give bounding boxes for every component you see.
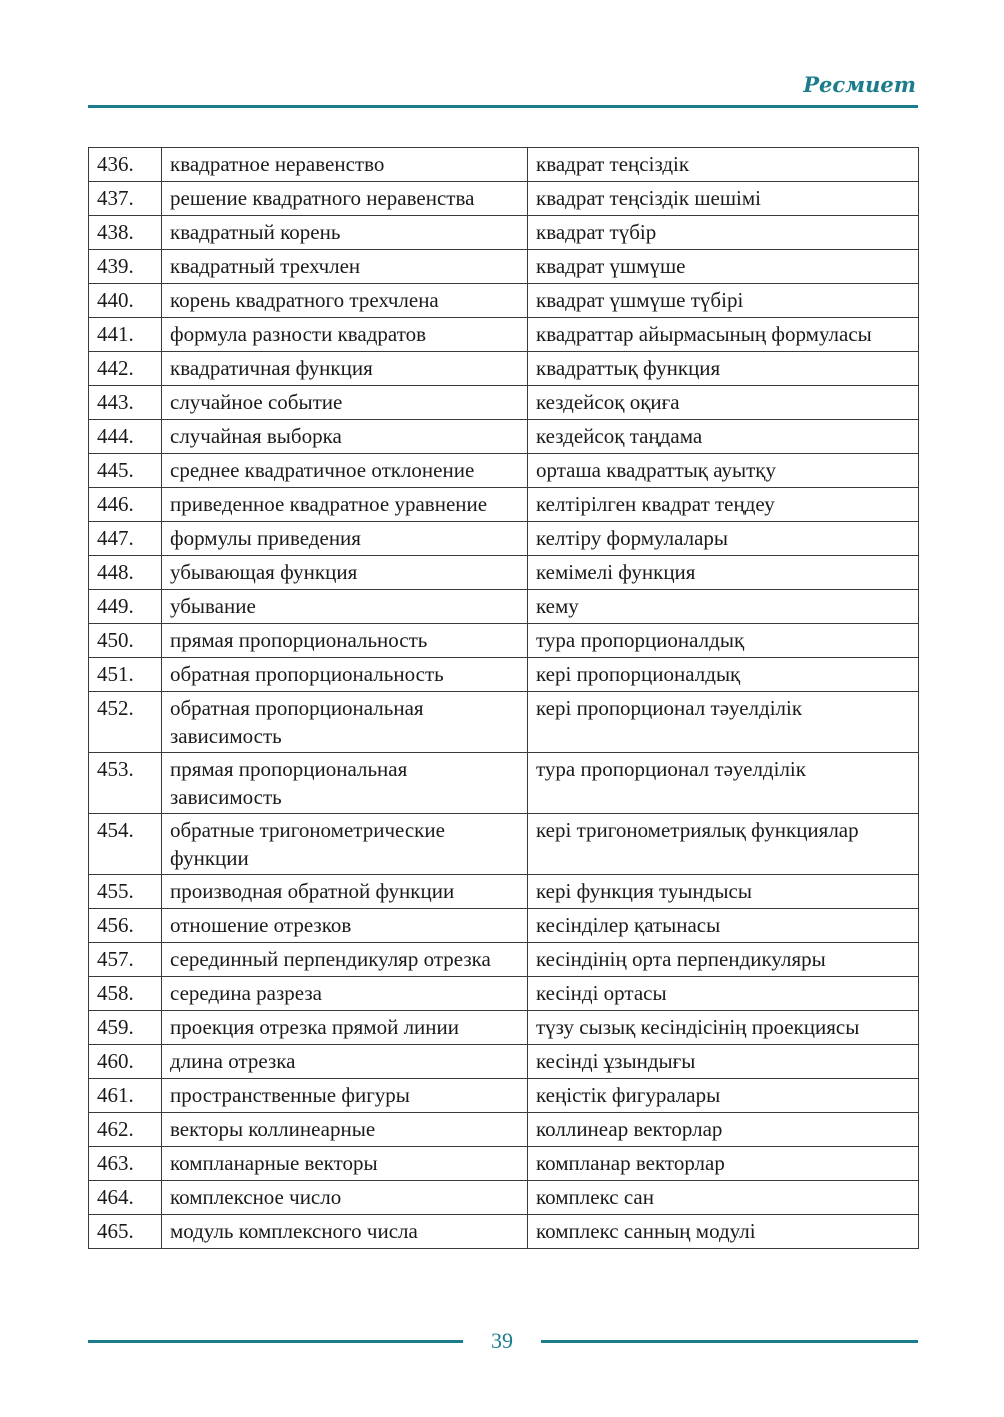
term-kazakh: квадраттар айырмасының формуласы [528, 318, 919, 352]
term-russian: производная обратной функции [162, 875, 528, 909]
table-row [89, 909, 919, 943]
table-row [89, 1215, 919, 1249]
term-kazakh: коллинеар векторлар [528, 1113, 919, 1147]
term-kazakh: кему [528, 590, 919, 624]
term-number: 448. [89, 556, 162, 590]
table-row [89, 590, 919, 624]
term-russian: формула разности квадратов [162, 318, 528, 352]
term-russian: середина разреза [162, 977, 528, 1011]
term-russian: квадратное неравенство [162, 148, 528, 182]
term-number: 457. [89, 943, 162, 977]
term-number: 450. [89, 624, 162, 658]
table-row [89, 658, 919, 692]
term-kazakh: тура пропорционал тәуелділік [528, 753, 919, 814]
term-russian: обратные тригонометрические функции [162, 814, 528, 875]
term-russian: отношение отрезков [162, 909, 528, 943]
table-row [89, 1181, 919, 1215]
term-number: 463. [89, 1147, 162, 1181]
section-title: Ресмиет [803, 72, 916, 97]
glossary-body [89, 148, 919, 1249]
table-row [89, 284, 919, 318]
term-russian: убывающая функция [162, 556, 528, 590]
table-row [89, 692, 919, 753]
term-kazakh: тура пропорционалдық [528, 624, 919, 658]
table-row [89, 1045, 919, 1079]
page-number: 39 [491, 1328, 513, 1353]
table-row [89, 182, 919, 216]
term-russian: убывание [162, 590, 528, 624]
term-kazakh: кері пропорционалдық [528, 658, 919, 692]
term-number: 441. [89, 318, 162, 352]
term-kazakh: кесінділер қатынасы [528, 909, 919, 943]
term-kazakh: кеңістік фигуралары [528, 1079, 919, 1113]
term-russian: квадратный корень [162, 216, 528, 250]
term-kazakh: кесінді ұзындығы [528, 1045, 919, 1079]
term-russian: модуль комплексного числа [162, 1215, 528, 1249]
term-kazakh: квадраттық функция [528, 352, 919, 386]
table-row [89, 624, 919, 658]
term-kazakh: кері пропорционал тәуелділік [528, 692, 919, 753]
term-kazakh: квадрат теңсіздік шешімі [528, 182, 919, 216]
table-row [89, 753, 919, 814]
table-row [89, 1113, 919, 1147]
term-russian: прямая пропорциональность [162, 624, 528, 658]
term-russian: пространственные фигуры [162, 1079, 528, 1113]
term-number: 459. [89, 1011, 162, 1045]
term-number: 442. [89, 352, 162, 386]
table-row [89, 216, 919, 250]
table-row [89, 250, 919, 284]
term-kazakh: кездейсоқ оқиға [528, 386, 919, 420]
term-russian: проекция отрезка прямой линии [162, 1011, 528, 1045]
term-number: 460. [89, 1045, 162, 1079]
term-kazakh: кері тригонометриялық функциялар [528, 814, 919, 875]
table-row [89, 977, 919, 1011]
term-kazakh: кездейсоқ таңдама [528, 420, 919, 454]
table-row [89, 556, 919, 590]
term-russian: прямая пропорциональная зависимость [162, 753, 528, 814]
table-row [89, 454, 919, 488]
term-number: 449. [89, 590, 162, 624]
term-number: 443. [89, 386, 162, 420]
term-number: 445. [89, 454, 162, 488]
term-kazakh: кері функция туындысы [528, 875, 919, 909]
table-row [89, 814, 919, 875]
term-number: 447. [89, 522, 162, 556]
term-russian: формулы приведения [162, 522, 528, 556]
header-divider [88, 105, 918, 108]
term-number: 444. [89, 420, 162, 454]
term-russian: случайное событие [162, 386, 528, 420]
table-row [89, 318, 919, 352]
table-row [89, 875, 919, 909]
table-row [89, 1011, 919, 1045]
term-kazakh: квадрат үшмүше [528, 250, 919, 284]
term-kazakh: орташа квадраттық ауытқу [528, 454, 919, 488]
term-russian: векторы коллинеарные [162, 1113, 528, 1147]
term-kazakh: кесінді ортасы [528, 977, 919, 1011]
term-kazakh: түзу сызық кесіндісінің проекциясы [528, 1011, 919, 1045]
term-number: 451. [89, 658, 162, 692]
term-russian: случайная выборка [162, 420, 528, 454]
term-russian: корень квадратного трехчлена [162, 284, 528, 318]
term-number: 455. [89, 875, 162, 909]
table-row [89, 488, 919, 522]
term-russian: обратная пропорциональность [162, 658, 528, 692]
term-kazakh: кесіндінің орта перпендикуляры [528, 943, 919, 977]
term-russian: обратная пропорциональная зависимость [162, 692, 528, 753]
term-kazakh: квадрат үшмүше түбірі [528, 284, 919, 318]
term-number: 464. [89, 1181, 162, 1215]
term-kazakh: квадрат теңсіздік [528, 148, 919, 182]
term-russian: квадратный трехчлен [162, 250, 528, 284]
term-number: 461. [89, 1079, 162, 1113]
term-kazakh: квадрат түбір [528, 216, 919, 250]
term-number: 465. [89, 1215, 162, 1249]
term-russian: решение квадратного неравенства [162, 182, 528, 216]
table-row [89, 1147, 919, 1181]
term-russian: квадратичная функция [162, 352, 528, 386]
term-number: 438. [89, 216, 162, 250]
table-row [89, 943, 919, 977]
term-number: 452. [89, 692, 162, 753]
term-kazakh: компланар векторлар [528, 1147, 919, 1181]
term-russian: длина отрезка [162, 1045, 528, 1079]
term-number: 458. [89, 977, 162, 1011]
table-row [89, 386, 919, 420]
term-kazakh: келтіру формулалары [528, 522, 919, 556]
table-row [89, 1079, 919, 1113]
term-number: 462. [89, 1113, 162, 1147]
term-russian: среднее квадратичное отклонение [162, 454, 528, 488]
term-number: 454. [89, 814, 162, 875]
term-kazakh: кемімелі функция [528, 556, 919, 590]
term-number: 440. [89, 284, 162, 318]
term-russian: серединный перпендикуляр отрезка [162, 943, 528, 977]
glossary-table [88, 147, 919, 1249]
term-russian: компланарные векторы [162, 1147, 528, 1181]
term-number: 453. [89, 753, 162, 814]
term-kazakh: келтірілген квадрат теңдеу [528, 488, 919, 522]
table-row [89, 420, 919, 454]
footer-divider-left [88, 1340, 463, 1343]
footer-divider-right [541, 1340, 918, 1343]
term-number: 436. [89, 148, 162, 182]
term-number: 437. [89, 182, 162, 216]
term-number: 446. [89, 488, 162, 522]
term-kazakh: комплекс санның модулі [528, 1215, 919, 1249]
table-row [89, 148, 919, 182]
term-number: 439. [89, 250, 162, 284]
term-number: 456. [89, 909, 162, 943]
table-row [89, 352, 919, 386]
term-russian: комплексное число [162, 1181, 528, 1215]
table-row [89, 522, 919, 556]
term-kazakh: комплекс сан [528, 1181, 919, 1215]
term-russian: приведенное квадратное уравнение [162, 488, 528, 522]
